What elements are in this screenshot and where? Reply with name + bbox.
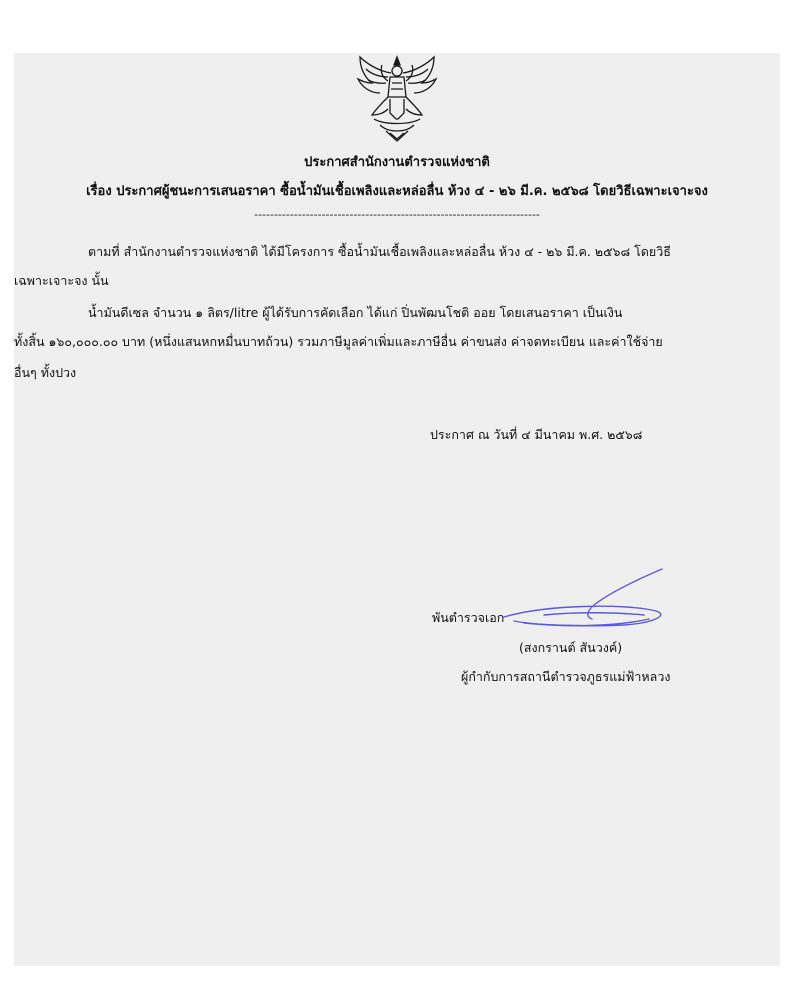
document-page	[14, 53, 780, 966]
signer-name: (สงกรานต์ สันวงค์)	[519, 640, 623, 655]
paragraph-1-line-1: ตามที่ สำนักงานตำรวจแห่งชาติ ได้มีโครงการ ซื้อน้ำมันเชื้อเพลิงและหล่อลื่น ห้วง ๔ - ๒๖ มี.ค. ๒๕๖๘ โดยวิธี	[88, 244, 671, 259]
document-subject: เรื่อง ประกาศผู้ชนะการเสนอราคา ซื้อน้ำมันเชื้อเพลิงและหล่อลื่น ห้วง ๔ - ๒๖ มี.ค. ๒๕๖๘ โดยวิธีเฉพาะเจาะจง	[86, 184, 708, 199]
document-title: ประกาศสำนักงานตำรวจแห่งชาติ	[304, 155, 490, 170]
signer-rank: พันตำรวจเอก	[432, 610, 505, 625]
paragraph-1-line-2: เฉพาะเจาะจง นั้น	[14, 273, 109, 288]
paragraph-2-line-3: อื่นๆ ทั้งปวง	[14, 365, 77, 380]
paragraph-2-line-1: น้ำมันดีเซล จำนวน ๑ ลิตร/litre ผู้ได้รับการคัดเลือก ได้แก่ ปิ่นพัฒนโชติ ออย โดยเสนอราคา เป็นเงิน	[88, 305, 623, 320]
separator-line: ------------------------------------------------------------------------	[254, 208, 540, 221]
signer-position: ผู้กำกับการสถานีตำรวจภูธรแม่ฟ้าหลวง	[461, 669, 671, 684]
signature-image	[484, 565, 684, 645]
paragraph-2-line-2: ทั้งสิ้น ๑๖๐,๐๐๐.๐๐ บาท (หนึ่งแสนหกหมื่นบาทถ้วน) รวมภาษีมูลค่าเพิ่มและภาษีอื่น ค่าขนส่ง ค่าจดทะเบียน และค่าใช้จ่าย	[14, 334, 663, 349]
garuda-emblem-icon	[354, 53, 440, 143]
announcement-date: ประกาศ ณ วันที่ ๔ มีนาคม พ.ศ. ๒๕๖๘	[430, 427, 643, 442]
